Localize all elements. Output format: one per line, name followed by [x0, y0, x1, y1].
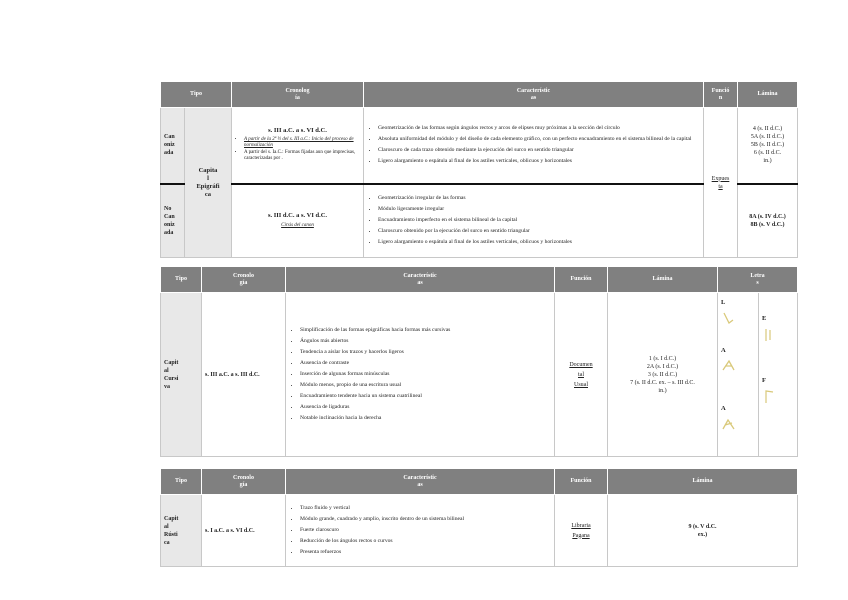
tipo-canonizada: Can oniz ada: [161, 108, 185, 184]
feature-item: • Notable inclinación hacia la derecha: [300, 415, 551, 422]
feature-item: • Simplificación de las formas epigráficas hacia formas más cursivas: [300, 327, 551, 334]
lamina-cell: [738, 108, 798, 184]
letter-e-sample-image: [762, 327, 774, 343]
feature-item: • Módulo ligeramente irregular: [378, 206, 700, 213]
letters-right-cell: [759, 293, 798, 457]
letter-f-sample-image: [762, 389, 776, 405]
feature-item: • Ausencia de contraste: [300, 360, 551, 367]
letter-label: A: [721, 347, 726, 354]
subtipo-capital-epigrafica: Capita l Epigráfi ca: [185, 108, 232, 258]
feature-item: • Ángulos más abiertos: [300, 338, 551, 345]
table-header-row: [161, 469, 798, 495]
feature-item: • Claroscuro de cada trazo obtenido mediante la ejecución del surco en sentido triangular: [378, 147, 700, 154]
lamina-list: 1 (s. I d.C.) 2A (s. I d.C.) 3 (s. II d.C.) 7 (s. II d.C. ex. – s. III d.C. in.): [630, 355, 695, 394]
feature-item: • Geometrización de las formas según ángulos rectos y arcos de elipses muy próximas a la sección del círculo: [378, 125, 700, 132]
table-capital-rustica: [160, 468, 798, 567]
caracteristicas-cell: [286, 495, 555, 567]
lamina-list: 4 (s. II d.C.) 5A (s. II d.C.) 5B (s. II d.C.) 6 (s. II d.C. in.): [750, 126, 785, 165]
header-funcion: Funció n: [704, 82, 738, 108]
letter-label: L: [721, 299, 726, 306]
feature-item: • Claroscuro obtenido por la ejecución del surco en sentido triangular: [378, 228, 700, 235]
caracteristicas-cell: [364, 108, 704, 184]
table-capital-epigrafica: [160, 81, 798, 258]
letter-label: E: [762, 315, 767, 322]
lamina-cell: [608, 495, 798, 567]
table-row: [161, 184, 798, 258]
feature-item: • Módulo grande, cuadrado y amplio, inscrito dentro de un sistema bilineal: [300, 516, 551, 523]
header-funcion: Función: [555, 469, 608, 495]
tipo-capital-cursiva: Capit al Cursi va: [161, 293, 202, 457]
table-capital-cursiva: [160, 266, 798, 457]
tipo-no-canonizada: No Can oniz ada: [161, 184, 185, 258]
header-cronologia: Cronolog ía: [232, 82, 364, 108]
feature-item: • Ausencia de ligaduras: [300, 404, 551, 411]
header-funcion: Función: [555, 267, 608, 293]
cronologia-cell: [232, 184, 364, 258]
table-header-row: [161, 267, 798, 293]
letter-label: F: [762, 377, 766, 384]
feature-item: • Ligero alargamiento o espátula al final de los astiles verticales, oblicuos y horizontales: [378, 239, 700, 246]
letter-a-sample-image: [721, 359, 737, 373]
header-cronologia: Cronolo gía: [202, 469, 286, 495]
feature-item: • Inserción de algunas formas minúsculas: [300, 371, 551, 378]
header-lamina: Lámina: [738, 82, 798, 108]
lamina-list: 9 (s. V d.C. ex.): [688, 523, 717, 538]
letters-left-cell: [718, 293, 759, 457]
feature-item: • Geometrización irregular de las formas: [378, 195, 700, 202]
funcion-documental-usual-link[interactable]: Documen tal Usual: [555, 293, 608, 457]
header-caracteristicas: Característic as: [286, 267, 555, 293]
feature-item: • Absoluta uniformidad del módulo y del diseño de cada elemento gráfico, con un perfecto encuadramiento en el sistema bilineal de la capital: [378, 136, 700, 143]
date-range: s. III a.C. a s. VI d.C.: [268, 127, 327, 135]
feature-item: • Reducción de los ángulos rectos o curvos: [300, 538, 551, 545]
header-tipo: Tipo: [161, 82, 232, 108]
feature-item: • Módulo menos, propio de una escritura usual: [300, 382, 551, 389]
letter-a-sample-image: [721, 417, 737, 431]
feature-item: • Encuadramiento tendente hacia un sistema cuatrilineal: [300, 393, 551, 400]
lamina-list: 8A (s. IV d.C.) 8B (s. V d.C.): [749, 213, 786, 228]
lamina-cell: [608, 293, 718, 457]
header-caracteristicas: Característic as: [286, 469, 555, 495]
letter-l-sample-image: [721, 311, 735, 325]
date-range: s. III a.C. a s. III d.C.: [202, 293, 286, 457]
header-tipo: Tipo: [161, 267, 202, 293]
caracteristicas-cell: [286, 293, 555, 457]
caracteristicas-cell: [364, 184, 704, 258]
table-row: [161, 108, 798, 184]
letter-label: A: [721, 405, 726, 412]
cronologia-cell: [232, 108, 364, 184]
sub-note: • A partir del s. Ia.C.: Formas fijadas aun que imprecisas, caracterizadas por .: [244, 150, 360, 162]
crisis-note: Cirsis del canon: [281, 222, 314, 228]
header-lamina: Lámina: [608, 469, 798, 495]
feature-item: • Trazo fluido y vertical: [300, 505, 551, 512]
funcion-libraria-pagana-link[interactable]: Libraria Pagana: [555, 495, 608, 567]
funcion-expuesta-link[interactable]: Expues ta: [704, 108, 738, 258]
feature-item: • Fuerte claroscuro: [300, 527, 551, 534]
header-caracteristicas: Característic as: [364, 82, 704, 108]
tipo-capital-rustica: Capit al Rústi ca: [161, 495, 202, 567]
date-range: s. I a.C. a s. VI d.C.: [202, 495, 286, 567]
lamina-cell: [738, 184, 798, 258]
header-tipo: Tipo: [161, 469, 202, 495]
date-range: s. III d.C. a s. VI d.C.: [267, 211, 328, 219]
table-header-row: [161, 82, 798, 108]
sub-note: • A partir de la 2ª ½ del s. III a.C.: Inicio del proceso de normalización: [244, 137, 360, 149]
header-cronologia: Cronolo gía: [202, 267, 286, 293]
feature-item: • Presenta refuerzos: [300, 549, 551, 556]
feature-item: • Ligero alargamiento o espátula al final de los astiles verticales, oblicuos y horizontales: [378, 158, 700, 165]
table-row: [161, 495, 798, 567]
header-letras: Letra s: [718, 267, 798, 293]
feature-item: • Encuadramiento imperfecto en el sistema bilineal de la capital: [378, 217, 700, 224]
feature-item: • Tendencia a aislar los trazos y hacerlos ligeros: [300, 349, 551, 356]
header-lamina: Lámina: [608, 267, 718, 293]
table-row: [161, 293, 798, 457]
